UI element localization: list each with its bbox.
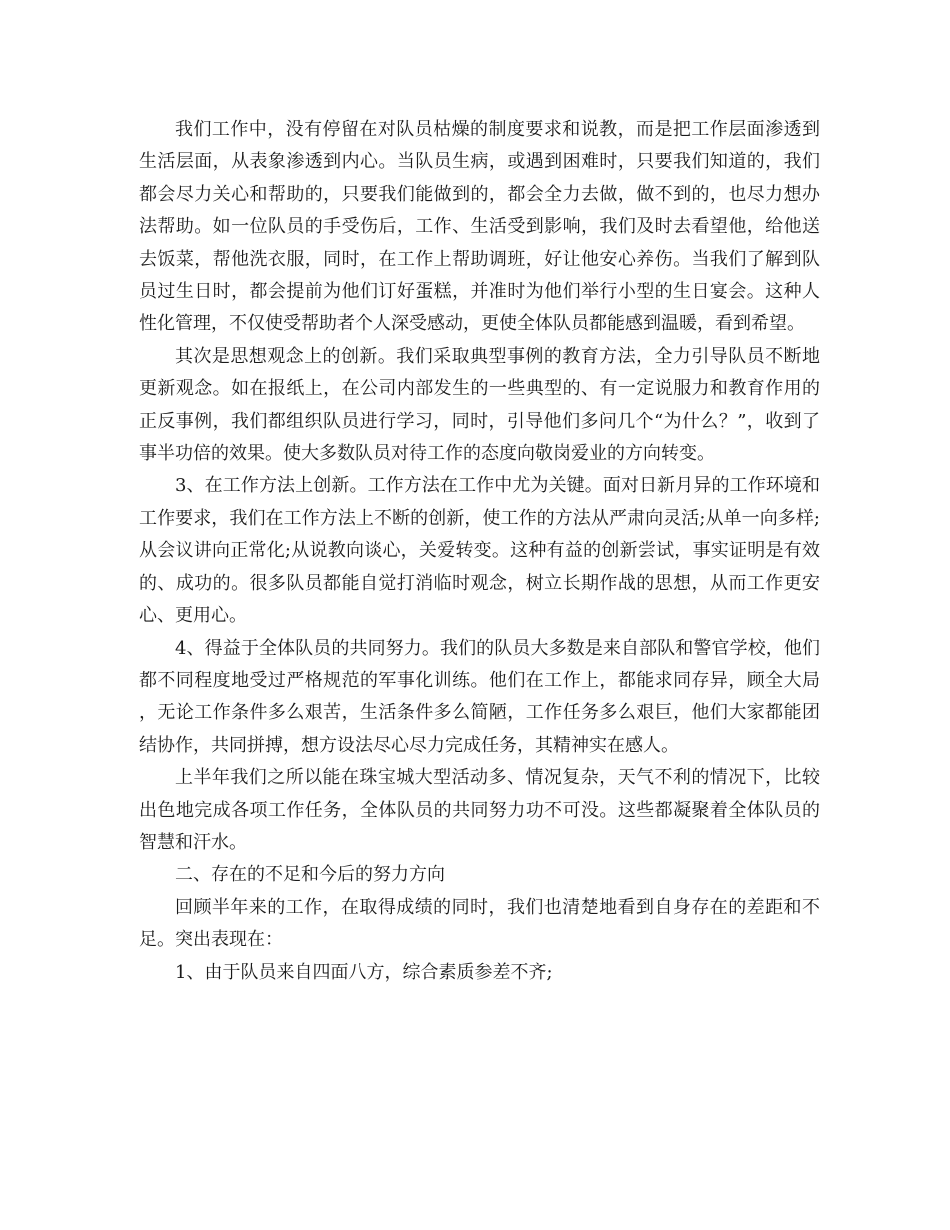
- paragraph-team-effort: 4、得益于全体队员的共同努力。我们的队员大多数是来自部队和警官学校，他们都不同程度地受过严格规范的军事化训练。他们在工作上，都能求同存异，顾全大局，无论工作条件多么艰苦，生活条件多么简陋，工作任务多么艰巨，他们大家都能团结协作，共同拼搏，想方设法尽心尽力完成任务，其精神实在感人。: [139, 637, 820, 756]
- paragraph-method-innovation: 3、在工作方法上创新。工作方法在工作中尤为关键。面对日新月异的工作环境和工作要求，我们在工作方法上不断的创新，使工作的方法从严肃向灵活;从单一向多样;从会议讲向正常化;从说教向谈心，关爱转变。这种有益的创新尝试，事实证明是有效的、成功的。很多队员都能自觉打消临时观念，树立长期作战的思想，从而工作更安心、更用心。: [139, 475, 820, 627]
- section-heading-shortcomings: 二、存在的不足和今后的努力方向: [175, 864, 445, 886]
- list-item-shortcoming-1: 1、由于队员来自四面八方，综合素质参差不齐;: [175, 961, 553, 983]
- paragraph-first-half-summary: 上半年我们之所以能在珠宝城大型活动多、情况复杂，天气不利的情况下，比较出色地完成各项工作任务，全体队员的共同努力功不可没。这些都凝聚着全体队员的智慧和汗水。: [139, 767, 820, 853]
- paragraph-review: 回顾半年来的工作，在取得成绩的同时，我们也清楚地看到自身存在的差距和不足。突出表现在：: [139, 896, 820, 951]
- paragraph-mindset-innovation: 其次是思想观念上的创新。我们采取典型事例的教育方法，全力引导队员不断地更新观念。如在报纸上，在公司内部发生的一些典型的、有一定说服力和教育作用的正反事例，我们都组织队员进行学习，同时，引导他们多问几个“为什么？”，收到了事半功倍的效果。使大多数队员对待工作的态度向敬岗爱业的方向转变。: [139, 345, 820, 465]
- paragraph-humanized-management: 我们工作中，没有停留在对队员枯燥的制度要求和说教，而是把工作层面渗透到生活层面，从表象渗透到内心。当队员生病，或遇到困难时，只要我们知道的，我们都会尽力关心和帮助的，只要我们能做到的，都会全力去做，做不到的，也尽力想办法帮助。如一位队员的手受伤后，工作、生活受到影响，我们及时去看望他，给他送去饭菜，帮他洗衣服，同时，在工作上帮助调班，好让他安心养伤。当我们了解到队员过生日时，都会提前为他们订好蛋糕，并准时为他们举行小型的生日宴会。这种人性化管理，不仅使受帮助者个人深受感动，更使全体队员都能感到温暖，看到希望。: [139, 119, 820, 335]
- document-body: [139, 114, 820, 989]
